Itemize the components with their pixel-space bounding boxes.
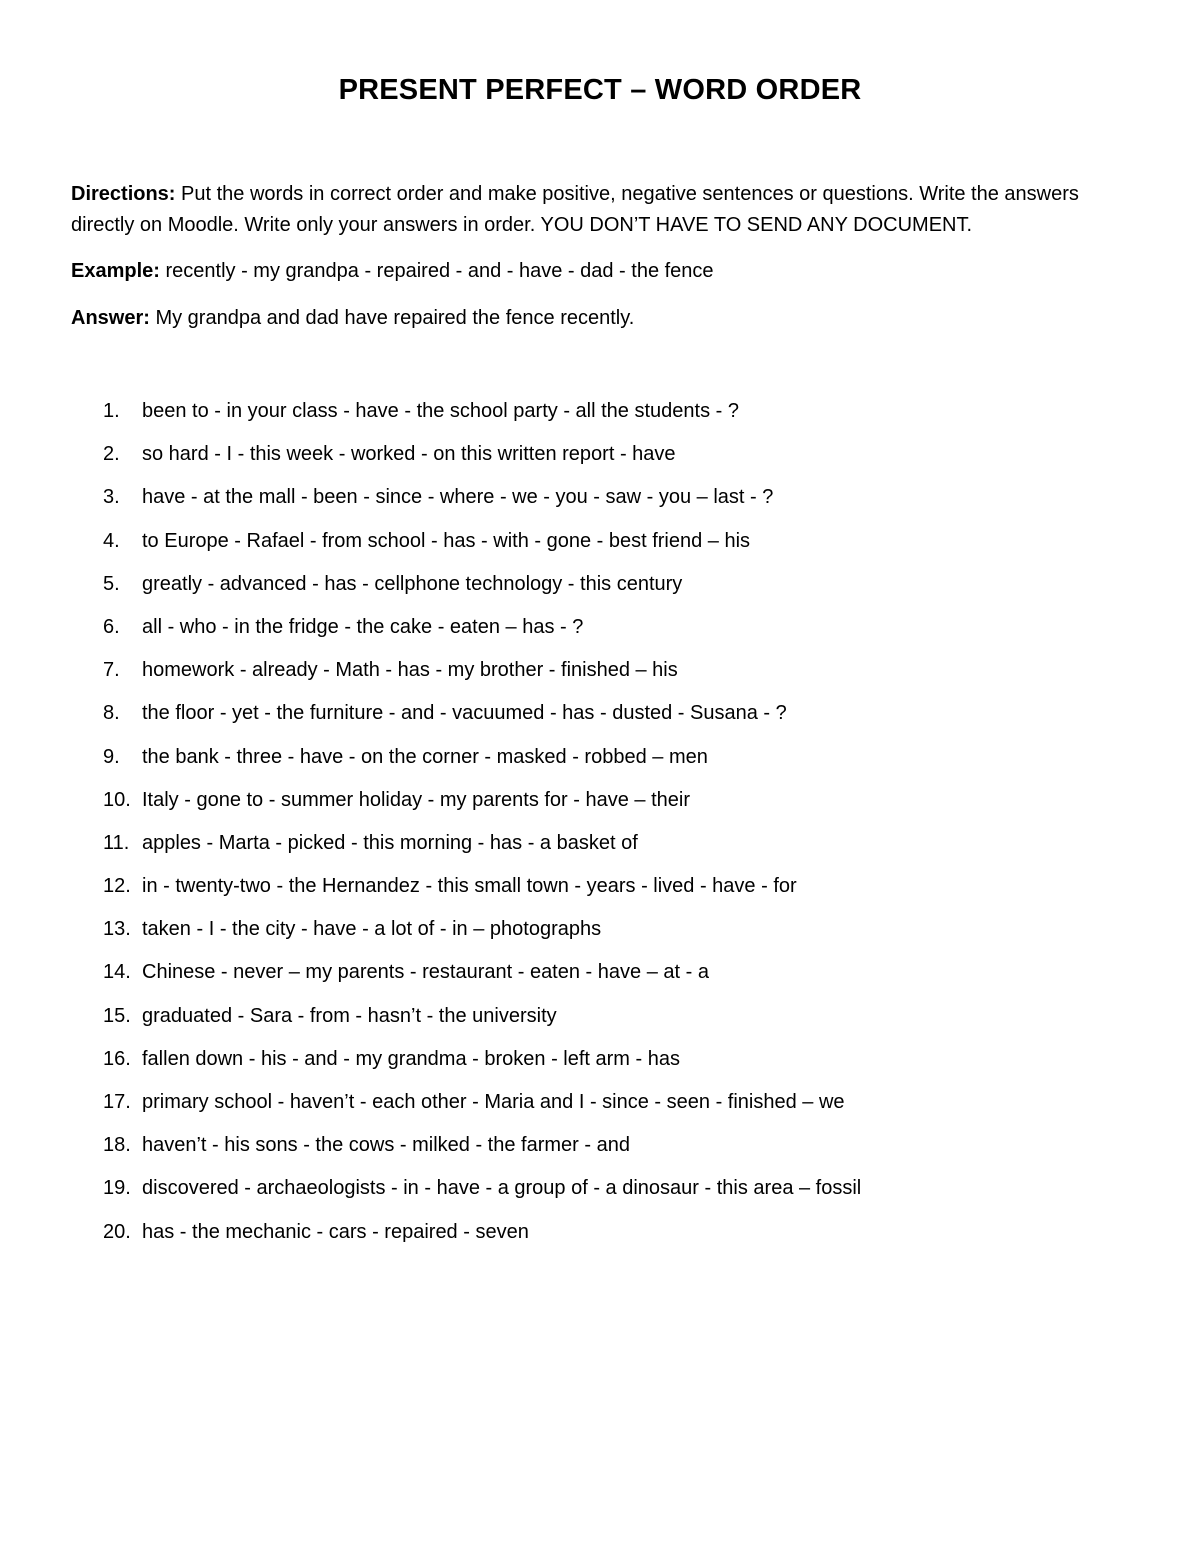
- directions-text: Put the words in correct order and make positive, negative sentences or questions. Write the answers directly on Moodle. Write only your answers in order. YOU DON’T HAVE TO SEND ANY DOCUMENT.: [71, 183, 1079, 236]
- exercise-item: [0, 828, 1200, 871]
- item-text: Italy - gone to - summer holiday - my parents for - have – their: [142, 788, 690, 811]
- item-number: 9.: [103, 745, 120, 768]
- answer-paragraph: [71, 303, 1131, 334]
- item-number: 6.: [103, 615, 120, 638]
- item-text: apples - Marta - picked - this morning - has - a basket of: [142, 831, 638, 854]
- item-text: the bank - three - have - on the corner - masked - robbed – men: [142, 745, 708, 768]
- exercise-item: [0, 1217, 1200, 1260]
- item-text: Chinese - never – my parents - restaurant - eaten - have – at - a: [142, 961, 709, 984]
- item-number: 13.: [103, 918, 131, 941]
- item-number: 3.: [103, 486, 120, 509]
- item-number: 17.: [103, 1091, 131, 1113]
- item-number: 11.: [103, 831, 130, 854]
- example-label: Example:: [71, 260, 160, 282]
- item-text: haven’t - his sons - the cows - milked - the farmer - and: [142, 1134, 630, 1157]
- item-text: been to - in your class - have - the school party - all the students - ?: [142, 400, 739, 422]
- item-text: the floor - yet - the furniture - and - vacuumed - has - dusted - Susana - ?: [142, 702, 787, 725]
- item-number: 19.: [103, 1177, 131, 1200]
- item-number: 1.: [103, 400, 120, 422]
- item-number: 8.: [103, 702, 120, 725]
- exercise-item: [0, 396, 1200, 439]
- item-number: 4.: [103, 529, 120, 552]
- example-paragraph: [71, 256, 1131, 287]
- exercise-item: [0, 1001, 1200, 1044]
- exercise-item: [0, 1173, 1200, 1216]
- item-number: 18.: [103, 1134, 131, 1157]
- exercise-list: [0, 396, 1200, 1260]
- exercise-item: [0, 1130, 1200, 1173]
- item-number: 5.: [103, 572, 120, 595]
- item-text: so hard - I - this week - worked - on this written report - have: [142, 443, 676, 466]
- item-text: to Europe - Rafael - from school - has - with - gone - best friend – his: [142, 529, 751, 552]
- answer-text: My grandpa and dad have repaired the fence recently.: [149, 307, 635, 329]
- exercise-item: [0, 526, 1200, 569]
- exercise-item: [0, 482, 1200, 525]
- exercise-item: [0, 871, 1200, 914]
- item-text: homework - already - Math - has - my brother - finished – his: [142, 659, 678, 682]
- exercise-item: [0, 957, 1200, 1000]
- page-title: PRESENT PERFECT – WORD ORDER: [338, 74, 862, 106]
- item-text: primary school - haven’t - each other - Maria and I - since - seen - finished – we: [142, 1091, 845, 1113]
- item-text: in - twenty-two - the Hernandez - this small town - years - lived - have - for: [142, 875, 797, 898]
- example-text: recently - my grandpa - repaired - and - have - dad - the fence: [159, 260, 714, 282]
- exercise-item: [0, 439, 1200, 482]
- item-number: 15.: [103, 1004, 131, 1027]
- exercise-item: [0, 742, 1200, 785]
- exercise-item: [0, 1087, 1200, 1130]
- item-text: graduated - Sara - from - hasn’t - the university: [142, 1004, 557, 1027]
- item-text: has - the mechanic - cars - repaired - seven: [142, 1220, 529, 1243]
- item-text: taken - I - the city - have - a lot of - in – photographs: [142, 918, 602, 941]
- item-number: 20.: [103, 1220, 131, 1243]
- item-number: 7.: [103, 659, 120, 682]
- directions-paragraph: [71, 179, 1131, 241]
- item-text: all - who - in the fridge - the cake - eaten – has - ?: [142, 615, 584, 638]
- directions-label: Directions:: [71, 183, 176, 205]
- item-number: 12.: [103, 875, 131, 898]
- exercise-item: [0, 655, 1200, 698]
- item-text: have - at the mall - been - since - where - we - you - saw - you – last - ?: [142, 486, 774, 509]
- exercise-item: [0, 914, 1200, 957]
- item-text: discovered - archaeologists - in - have - a group of - a dinosaur - this area – fossil: [142, 1177, 862, 1200]
- answer-label: Answer:: [71, 307, 150, 329]
- item-text: greatly - advanced - has - cellphone technology - this century: [142, 572, 683, 595]
- exercise-item: [0, 1044, 1200, 1087]
- exercise-item: [0, 785, 1200, 828]
- exercise-item: [0, 612, 1200, 655]
- exercise-item: [0, 569, 1200, 612]
- item-number: 16.: [103, 1047, 131, 1070]
- item-number: 14.: [103, 961, 131, 984]
- exercise-item: [0, 698, 1200, 741]
- item-text: fallen down - his - and - my grandma - broken - left arm - has: [142, 1047, 680, 1070]
- item-number: 2.: [103, 443, 120, 466]
- item-number: 10.: [103, 788, 131, 811]
